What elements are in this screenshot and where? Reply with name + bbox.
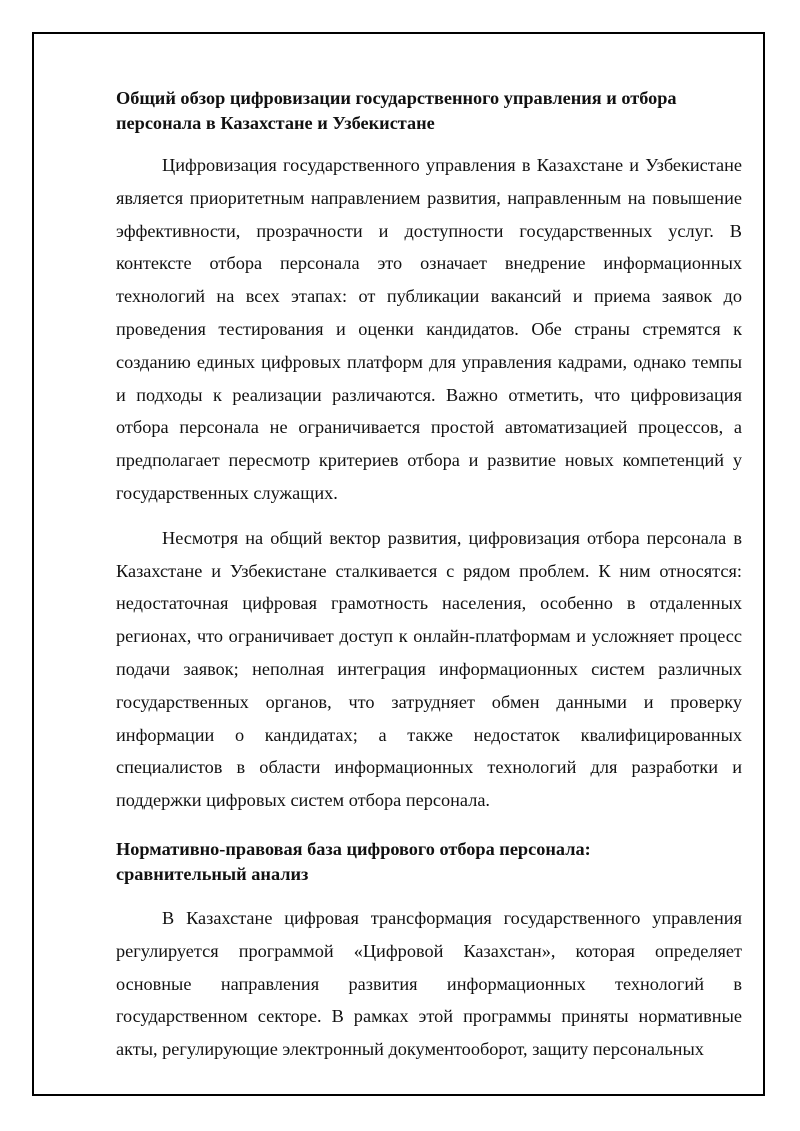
section-heading-legal-framework — [116, 837, 742, 887]
section-heading-digitalization-overview — [116, 86, 742, 136]
heading-line: Нормативно-правовая база цифрового отбора персонала: — [116, 838, 591, 859]
paragraph: Несмотря на общий вектор развития, цифровизация отбора персонала в Казахстане и Узбекистане сталкивается с рядом проблем. К ним относятся: недостаточная цифровая грамотность населения, особенно в отдаленных регионах, что ограничивает доступ к онлайн-платформам и усложняет процесс подачи заявок; неполная интеграция информационных систем различных государственных органов, что затрудняет обмен данными и проверку информации о кандидатах; а также недостаток квалифицированных специалистов в области информационных технологий для разработки и поддержки цифровых систем отбора персонала. — [116, 527, 742, 811]
document-body — [116, 86, 742, 1066]
heading-line: персонала в Казахстане и Узбекистане — [116, 113, 435, 133]
paragraph: В Казахстане цифровая трансформация государственного управления регулируется программой «Цифровой Казахстан», которая определяет основные направления развития информационных технологий в государственном секторе. В рамках этой программы приняты нормативные акты, регулирующие электронный документооборот, защиту персональных — [116, 907, 742, 1060]
heading-line: сравнительный анализ — [116, 863, 309, 884]
paragraph: Цифровизация государственного управления в Казахстане и Узбекистане является приоритетным направлением развития, направленным на повышение эффективности, прозрачности и доступности государственных услуг. В контексте отбора персонала это означает внедрение информационных технологий на всех этапах: от публикации вакансий и приема заявок до проведения тестирования и оценки кандидатов. Обе страны стремятся к созданию единых цифровых платформ для управления кадрами, однако темпы и подходы к реализации различаются. Важно отметить, что цифровизация отбора персонала не ограничивается простой автоматизацией процессов, а предполагает пересмотр критериев отбора и развитие новых компетенций у государственных служащих. — [116, 155, 742, 503]
heading-line: Общий обзор цифровизации государственного управления и отбора — [116, 88, 677, 108]
